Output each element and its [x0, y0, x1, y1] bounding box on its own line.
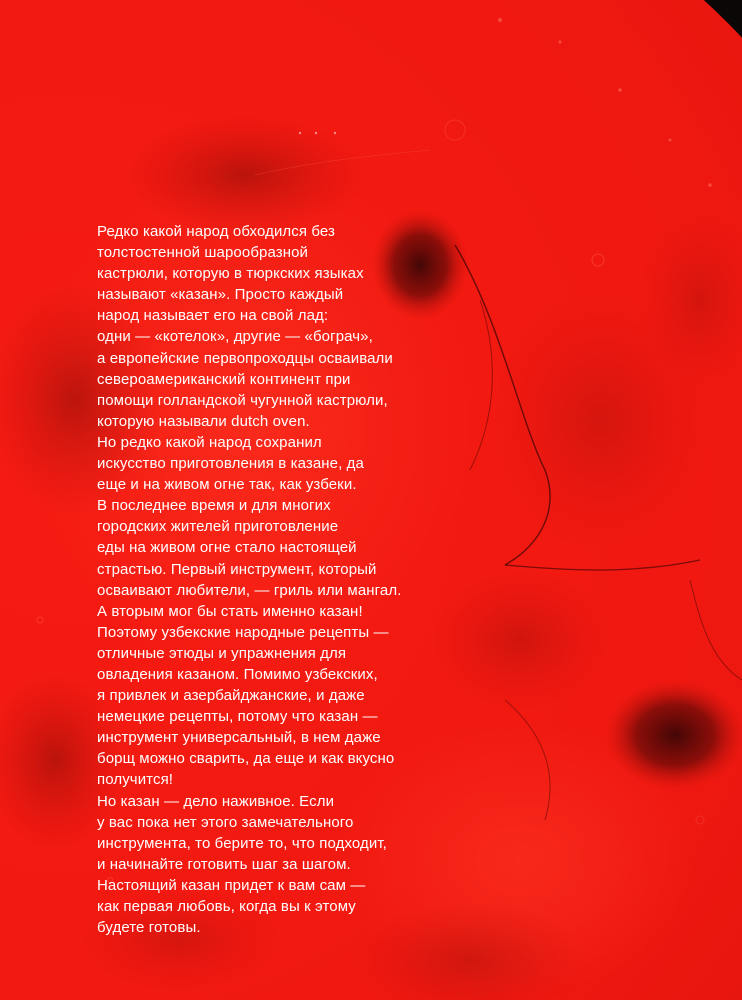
text-line: народ называет его на свой лад: [97, 307, 329, 325]
text-line: страстью. Первый инструмент, который [97, 560, 377, 578]
text-line: у вас пока нет этого замечательного [97, 813, 354, 831]
text-line: Редко какой народ обходился без [97, 223, 335, 240]
text-line: искусство приготовления в казане, да [97, 455, 364, 473]
text-line: инструмента, то берите то, что подходит, [97, 834, 387, 852]
text-line: борщ можно сварить, да еще и как вкусно [97, 750, 395, 768]
text-line: как первая любовь, когда вы к этому [97, 898, 356, 915]
text-line: А вторым мог бы стать именно казан! [97, 602, 363, 620]
text-line: еды на живом огне стало настоящей [97, 539, 357, 557]
text-line: кастрюли, которую в тюркских языках [97, 265, 364, 283]
text-line: В последнее время и для многих [97, 497, 331, 515]
text-line: североамериканский континент при [97, 370, 351, 388]
text-line: осваивают любители, — гриль или мангал. [97, 581, 402, 599]
text-line: Настоящий казан придет к вам сам — [97, 876, 366, 894]
text-line: получится! [97, 771, 174, 789]
text-line: Но редко какой народ сохранил [97, 433, 322, 451]
text-line: которую называли dutch oven. [97, 412, 310, 430]
text-line: а европейские первопроходцы осваивали [97, 349, 393, 367]
text-line: немецкие рецепты, потому что казан — [97, 708, 378, 726]
text-line: помощи голландской чугунной кастрюли, [97, 391, 388, 409]
text-line: и начинайте готовить шаг за шагом. [97, 855, 351, 873]
text-line: инструмент универсальный, в нем даже [97, 729, 381, 747]
text-line: одни — «котелок», другие — «бограч», [97, 328, 373, 346]
text-line: овладения казаном. Помимо узбекских, [97, 665, 378, 683]
text-line: городских жителей приготовление [97, 518, 339, 536]
text-line: называют «казан». Просто каждый [97, 286, 344, 304]
text-line: толстостенной шарообразной [97, 244, 309, 262]
text-line: Но казан — дело наживное. Если [97, 792, 335, 810]
text-line: я привлек и азербайджанские, и даже [97, 687, 365, 705]
text-line: отличные этюды и упражнения для [97, 644, 347, 662]
text-line: еще и на живом огне так, как узбеки. [97, 476, 357, 494]
text-line: будете готовы. [97, 919, 201, 937]
text-line: Поэтому узбекские народные рецепты — [97, 623, 389, 641]
body-text [97, 221, 487, 938]
